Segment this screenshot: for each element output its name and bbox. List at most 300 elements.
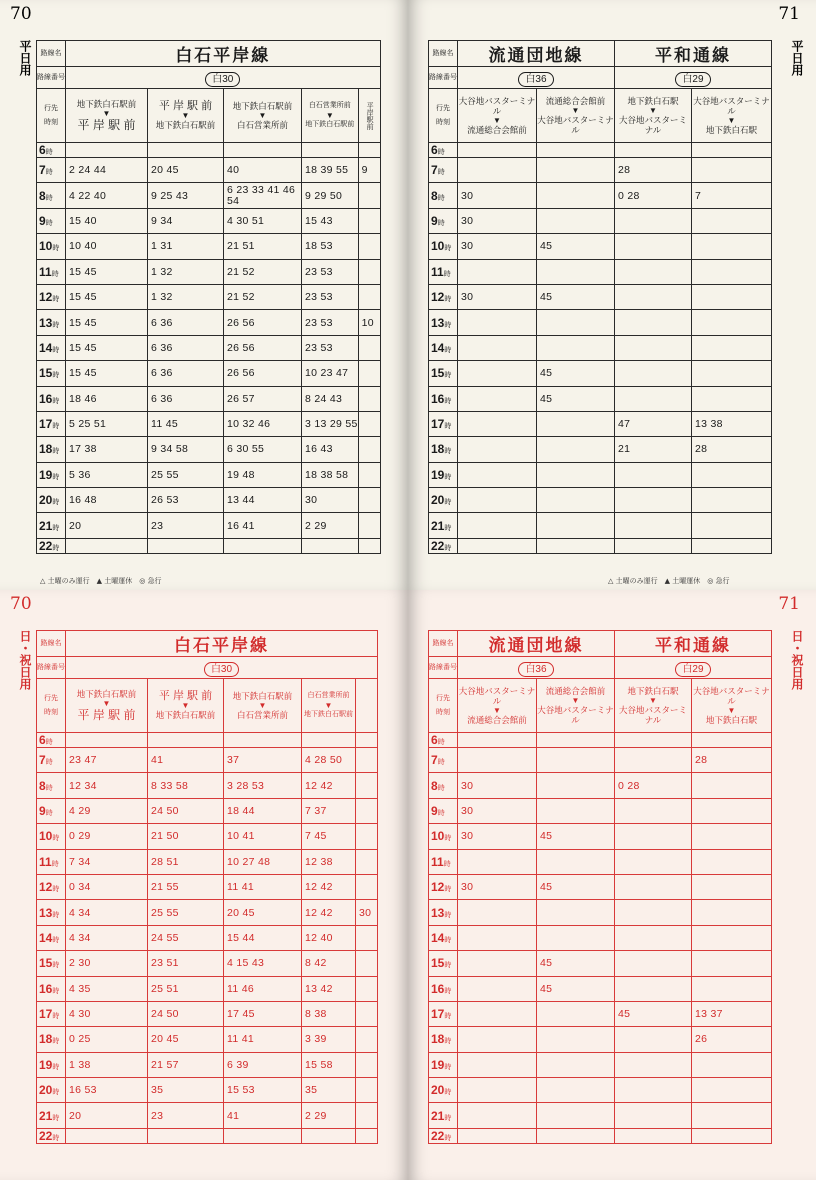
hour-row [429, 462, 772, 487]
minutes-cell: 9 34 58 [148, 437, 224, 462]
hour-row [429, 361, 772, 386]
minutes-cell: 21 55 [148, 874, 224, 899]
minutes-cell [458, 1103, 537, 1128]
minutes-cell: 4 29 [66, 798, 148, 823]
hour-cell: 13時 [37, 900, 66, 925]
minutes-cell [537, 183, 615, 208]
minutes-cell [537, 1027, 615, 1052]
minutes-cell: 40 [224, 158, 302, 183]
minutes-cell: 4 30 51 [224, 208, 302, 233]
hour-cell: 16時 [37, 976, 66, 1001]
minutes-cell: 18 44 [224, 798, 302, 823]
extra-minutes-cell [358, 335, 380, 360]
minutes-cell: 41 [148, 748, 224, 773]
minutes-cell [615, 951, 692, 976]
minutes-cell [66, 538, 148, 553]
minutes-cell [458, 538, 537, 553]
extra-minutes-cell [358, 437, 380, 462]
minutes-cell [458, 1128, 537, 1143]
minutes-cell [692, 773, 772, 798]
minutes-cell [537, 335, 615, 360]
extra-minutes-cell [358, 284, 380, 309]
minutes-cell [458, 1001, 537, 1026]
dest-time-label: 行先 時刻 [429, 89, 458, 143]
hour-cell: 13時 [37, 310, 66, 335]
minutes-cell: 6 36 [148, 361, 224, 386]
minutes-cell [537, 1103, 615, 1128]
page-number: 70 [10, 4, 32, 24]
minutes-cell [615, 748, 692, 773]
direction-2: 平 岸 駅 前 ▼ 地下鉄白石駅前 [148, 89, 224, 143]
minutes-cell [537, 538, 615, 553]
hour-cell: 17時 [429, 411, 458, 436]
hour-row [429, 386, 772, 411]
holiday-right-page [408, 590, 816, 1180]
minutes-cell [692, 234, 772, 259]
minutes-cell: 45 [615, 1001, 692, 1026]
minutes-cell: 23 53 [302, 259, 359, 284]
dest-time-label: 行先 時刻 [429, 679, 458, 733]
hour-row [37, 1001, 378, 1026]
hour-row [37, 1052, 378, 1077]
route-number-badge-1: 白36 [518, 72, 553, 87]
minutes-cell [458, 437, 537, 462]
direction-2: 流通総合会館前 ▼ 大谷地バスターミナル [537, 679, 615, 733]
minutes-cell: 10 23 47 [302, 361, 359, 386]
minutes-cell: 28 [615, 158, 692, 183]
minutes-cell [692, 143, 772, 158]
extra-minutes-cell [356, 976, 378, 1001]
minutes-cell [692, 1078, 772, 1103]
minutes-cell [615, 1052, 692, 1077]
minutes-cell: 13 38 [692, 411, 772, 436]
extra-minutes-cell [358, 183, 380, 208]
direction-3: 地下鉄白石駅 ▼ 大谷地バスターミナル [615, 89, 692, 143]
minutes-cell: 12 40 [302, 925, 356, 950]
minutes-cell: 1 38 [66, 1052, 148, 1077]
minutes-cell: 23 [148, 1103, 224, 1128]
hour-cell: 15時 [429, 361, 458, 386]
minutes-cell: 10 40 [66, 234, 148, 259]
minutes-cell [458, 259, 537, 284]
minutes-cell [537, 925, 615, 950]
minutes-cell: 23 47 [66, 748, 148, 773]
hour-cell: 11時 [429, 259, 458, 284]
minutes-cell: 30 [458, 824, 537, 849]
hour-row [429, 1128, 772, 1143]
minutes-cell [692, 824, 772, 849]
holiday-left-page [0, 590, 408, 1180]
minutes-cell: 15 45 [66, 335, 148, 360]
extra-minutes-cell [358, 538, 380, 553]
minutes-cell: 4 28 50 [302, 748, 356, 773]
minutes-cell: 10 27 48 [224, 849, 302, 874]
minutes-cell [692, 386, 772, 411]
hour-row [37, 234, 381, 259]
minutes-cell: 21 52 [224, 284, 302, 309]
hour-cell: 13時 [429, 310, 458, 335]
minutes-cell [458, 925, 537, 950]
legend: △ 土曜のみ運行 ▲ 土曜運休 ◎ 急行 [40, 577, 162, 585]
minutes-cell [537, 462, 615, 487]
extra-minutes-cell [356, 1052, 378, 1077]
hour-row [37, 513, 381, 538]
minutes-cell: 6 36 [148, 386, 224, 411]
minutes-cell [615, 1128, 692, 1143]
minutes-cell: 8 38 [302, 1001, 356, 1026]
minutes-cell: 0 29 [66, 824, 148, 849]
minutes-cell [692, 925, 772, 950]
minutes-cell: 21 57 [148, 1052, 224, 1077]
minutes-cell: 2 30 [66, 951, 148, 976]
minutes-cell: 15 43 [302, 208, 359, 233]
minutes-cell [692, 849, 772, 874]
minutes-cell: 19 48 [224, 462, 302, 487]
hour-cell: 9時 [429, 208, 458, 233]
extra-minutes-cell [356, 748, 378, 773]
extra-minutes-cell: 30 [356, 900, 378, 925]
timetable [428, 40, 772, 554]
minutes-cell [537, 437, 615, 462]
hour-cell: 6時 [37, 143, 66, 158]
extra-minutes-cell [358, 143, 380, 158]
hour-row [429, 798, 772, 823]
hour-row [37, 361, 381, 386]
extra-minutes-cell [358, 234, 380, 259]
hour-cell: 13時 [429, 900, 458, 925]
minutes-cell [615, 824, 692, 849]
minutes-cell [692, 310, 772, 335]
minutes-cell [224, 1128, 302, 1143]
hour-row [37, 284, 381, 309]
minutes-cell [615, 733, 692, 748]
hour-row [37, 773, 378, 798]
hour-cell: 14時 [429, 335, 458, 360]
minutes-cell: 6 36 [148, 310, 224, 335]
minutes-cell [692, 976, 772, 1001]
minutes-cell [458, 386, 537, 411]
minutes-cell [692, 1103, 772, 1128]
legend: △ 土曜のみ運行 ▲ 土曜運休 ◎ 急行 [608, 577, 730, 585]
hour-cell: 8時 [37, 183, 66, 208]
extra-minutes-cell [358, 208, 380, 233]
hour-row [429, 183, 772, 208]
direction-2: 流通総合会館前 ▼ 大谷地バスターミナル [537, 89, 615, 143]
hour-cell: 19時 [37, 1052, 66, 1077]
hour-cell: 19時 [429, 1052, 458, 1077]
minutes-cell: 3 28 53 [224, 773, 302, 798]
minutes-cell: 18 38 58 [302, 462, 359, 487]
minutes-cell: 1 32 [148, 259, 224, 284]
minutes-cell [615, 1078, 692, 1103]
minutes-cell: 37 [224, 748, 302, 773]
hour-row [429, 513, 772, 538]
minutes-cell: 8 24 43 [302, 386, 359, 411]
extra-minutes-cell [358, 386, 380, 411]
minutes-cell: 23 [148, 513, 224, 538]
minutes-cell [615, 798, 692, 823]
extra-minutes-cell [358, 513, 380, 538]
minutes-cell [692, 798, 772, 823]
extra-minutes-cell [356, 925, 378, 950]
hour-row [37, 748, 378, 773]
minutes-cell: 26 56 [224, 335, 302, 360]
hour-cell: 16時 [37, 386, 66, 411]
hour-cell: 19時 [37, 462, 66, 487]
minutes-cell [224, 143, 302, 158]
minutes-cell: 45 [537, 361, 615, 386]
extra-minutes-cell [356, 849, 378, 874]
minutes-cell [458, 733, 537, 748]
hour-cell: 15時 [37, 951, 66, 976]
minutes-cell: 17 38 [66, 437, 148, 462]
hour-cell: 16時 [429, 386, 458, 411]
minutes-cell [537, 900, 615, 925]
extra-minutes-cell [358, 259, 380, 284]
minutes-cell: 45 [537, 234, 615, 259]
route-number-badge-2: 白29 [675, 662, 710, 677]
minutes-cell [537, 411, 615, 436]
minutes-cell: 13 44 [224, 488, 302, 513]
route-number-badge-2: 白29 [675, 72, 710, 87]
timetable [36, 630, 378, 1144]
minutes-cell [458, 849, 537, 874]
minutes-cell: 12 42 [302, 900, 356, 925]
minutes-cell: 28 51 [148, 849, 224, 874]
dest-time-label: 行先 時刻 [37, 679, 66, 733]
hour-cell: 20時 [37, 1078, 66, 1103]
hour-cell: 21時 [429, 1103, 458, 1128]
hour-cell: 21時 [37, 513, 66, 538]
hour-cell: 11時 [429, 849, 458, 874]
direction-1: 地下鉄白石駅前 ▼ 平 岸 駅 前 [66, 89, 148, 143]
minutes-cell [458, 1078, 537, 1103]
route-number-label: 路線番号 [429, 67, 458, 89]
minutes-cell: 26 53 [148, 488, 224, 513]
hour-row [429, 335, 772, 360]
minutes-cell [148, 1128, 224, 1143]
minutes-cell [458, 143, 537, 158]
direction-2: 平 岸 駅 前 ▼ 地下鉄白石駅前 [148, 679, 224, 733]
direction-4: 大谷地バスターミナル ▼ 地下鉄白石駅 [692, 679, 772, 733]
minutes-cell [537, 1052, 615, 1077]
direction-3: 地下鉄白石駅 ▼ 大谷地バスターミナル [615, 679, 692, 733]
hour-cell: 9時 [429, 798, 458, 823]
minutes-cell [458, 1027, 537, 1052]
minutes-cell [302, 538, 359, 553]
minutes-cell: 15 45 [66, 259, 148, 284]
minutes-cell: 41 [224, 1103, 302, 1128]
direction-1: 地下鉄白石駅前 ▼ 平 岸 駅 前 [66, 679, 148, 733]
minutes-cell [692, 733, 772, 748]
minutes-cell: 25 55 [148, 900, 224, 925]
hour-cell: 12時 [37, 874, 66, 899]
minutes-cell: 23 51 [148, 951, 224, 976]
hour-row [37, 1078, 378, 1103]
hour-row [429, 284, 772, 309]
minutes-cell: 1 32 [148, 284, 224, 309]
day-type-label: 日・祝日用 [790, 630, 804, 690]
hour-row [429, 208, 772, 233]
minutes-cell: 30 [458, 234, 537, 259]
minutes-cell [692, 1128, 772, 1143]
hour-row [37, 259, 381, 284]
page-number: 71 [778, 4, 800, 24]
route-name-label: 路線名 [37, 41, 66, 67]
minutes-cell [615, 143, 692, 158]
extra-minutes-cell: 10 [358, 310, 380, 335]
minutes-cell: 21 51 [224, 234, 302, 259]
minutes-cell: 45 [537, 976, 615, 1001]
hour-cell: 21時 [37, 1103, 66, 1128]
minutes-cell: 15 45 [66, 361, 148, 386]
direction-3: 地下鉄白石駅前 ▼ 白石営業所前 [224, 679, 302, 733]
minutes-cell: 45 [537, 386, 615, 411]
hour-row [37, 411, 381, 436]
hour-cell: 14時 [37, 925, 66, 950]
minutes-cell: 28 [692, 748, 772, 773]
minutes-cell: 12 34 [66, 773, 148, 798]
weekday-right-page [408, 0, 816, 590]
hour-cell: 22時 [37, 1128, 66, 1143]
minutes-cell [458, 1052, 537, 1077]
hour-cell: 15時 [429, 951, 458, 976]
hour-row [37, 310, 381, 335]
extra-minutes-cell: 9 [358, 158, 380, 183]
minutes-cell: 3 13 29 55 [302, 411, 359, 436]
minutes-cell: 0 28 [615, 183, 692, 208]
minutes-cell: 23 53 [302, 284, 359, 309]
hour-row [37, 925, 378, 950]
minutes-cell: 15 45 [66, 284, 148, 309]
minutes-cell [537, 1128, 615, 1143]
minutes-cell: 7 34 [66, 849, 148, 874]
line-name: 白石平岸線 [66, 41, 381, 67]
hour-cell: 14時 [429, 925, 458, 950]
hour-row [429, 748, 772, 773]
minutes-cell [615, 849, 692, 874]
minutes-cell: 15 53 [224, 1078, 302, 1103]
minutes-cell: 6 39 [224, 1052, 302, 1077]
minutes-cell [537, 1078, 615, 1103]
minutes-cell: 26 56 [224, 361, 302, 386]
hour-row [429, 143, 772, 158]
minutes-cell: 20 45 [224, 900, 302, 925]
page-number: 70 [10, 594, 32, 614]
minutes-cell [692, 1052, 772, 1077]
hour-row [429, 310, 772, 335]
minutes-cell: 24 55 [148, 925, 224, 950]
minutes-cell [615, 284, 692, 309]
line-name: 白石平岸線 [66, 631, 378, 657]
route-number-label: 路線番号 [37, 67, 66, 89]
minutes-cell: 45 [537, 951, 615, 976]
minutes-cell [537, 158, 615, 183]
minutes-cell [537, 748, 615, 773]
minutes-cell [458, 513, 537, 538]
minutes-cell [458, 488, 537, 513]
minutes-cell: 35 [302, 1078, 356, 1103]
minutes-cell [458, 900, 537, 925]
dest-time-label: 行先 時刻 [37, 89, 66, 143]
hour-row [429, 900, 772, 925]
minutes-cell: 16 43 [302, 437, 359, 462]
minutes-cell: 12 38 [302, 849, 356, 874]
direction-3: 地下鉄白石駅前 ▼ 白石営業所前 [224, 89, 302, 143]
minutes-cell: 18 53 [302, 234, 359, 259]
extra-minutes-cell [356, 1128, 378, 1143]
minutes-cell: 7 37 [302, 798, 356, 823]
hour-cell: 12時 [429, 284, 458, 309]
minutes-cell [692, 361, 772, 386]
minutes-cell: 15 45 [66, 310, 148, 335]
minutes-cell [458, 335, 537, 360]
line-name-2: 平和通線 [615, 631, 772, 657]
minutes-cell [615, 361, 692, 386]
minutes-cell: 11 45 [148, 411, 224, 436]
minutes-cell: 45 [537, 874, 615, 899]
hour-cell: 9時 [37, 208, 66, 233]
minutes-cell: 13 37 [692, 1001, 772, 1026]
minutes-cell [537, 773, 615, 798]
minutes-cell [615, 900, 692, 925]
hour-cell: 17時 [37, 1001, 66, 1026]
line-name-1: 流通団地線 [458, 41, 615, 67]
minutes-cell [692, 208, 772, 233]
page-number: 71 [778, 594, 800, 614]
hour-row [429, 1001, 772, 1026]
hour-row [429, 824, 772, 849]
minutes-cell: 12 42 [302, 874, 356, 899]
line-name-2: 平和通線 [615, 41, 772, 67]
hour-cell: 6時 [429, 143, 458, 158]
hour-cell: 15時 [37, 361, 66, 386]
minutes-cell [148, 143, 224, 158]
hour-cell: 20時 [37, 488, 66, 513]
hour-row [429, 1052, 772, 1077]
minutes-cell: 4 34 [66, 900, 148, 925]
day-type-label: 平日用 [790, 40, 804, 76]
hour-row [429, 976, 772, 1001]
minutes-cell [537, 259, 615, 284]
minutes-cell [537, 798, 615, 823]
hour-cell: 10時 [429, 234, 458, 259]
minutes-cell: 26 56 [224, 310, 302, 335]
extra-minutes-cell [358, 462, 380, 487]
hour-cell: 17時 [37, 411, 66, 436]
hour-row [37, 900, 378, 925]
minutes-cell [615, 1103, 692, 1128]
extra-minutes-cell [356, 798, 378, 823]
minutes-cell [458, 976, 537, 1001]
minutes-cell: 7 [692, 183, 772, 208]
minutes-cell [537, 513, 615, 538]
minutes-cell [458, 951, 537, 976]
hour-row [429, 234, 772, 259]
minutes-cell: 8 42 [302, 951, 356, 976]
hour-cell: 8時 [37, 773, 66, 798]
minutes-cell [615, 874, 692, 899]
hour-cell: 8時 [429, 183, 458, 208]
minutes-cell [692, 951, 772, 976]
direction-4: 白石営業所前 ▼ 地下鉄白石駅前 [302, 89, 359, 143]
minutes-cell: 16 41 [224, 513, 302, 538]
route-name-label: 路線名 [37, 631, 66, 657]
hour-row [37, 824, 378, 849]
hour-cell: 10時 [429, 824, 458, 849]
minutes-cell [692, 284, 772, 309]
minutes-cell [458, 411, 537, 436]
